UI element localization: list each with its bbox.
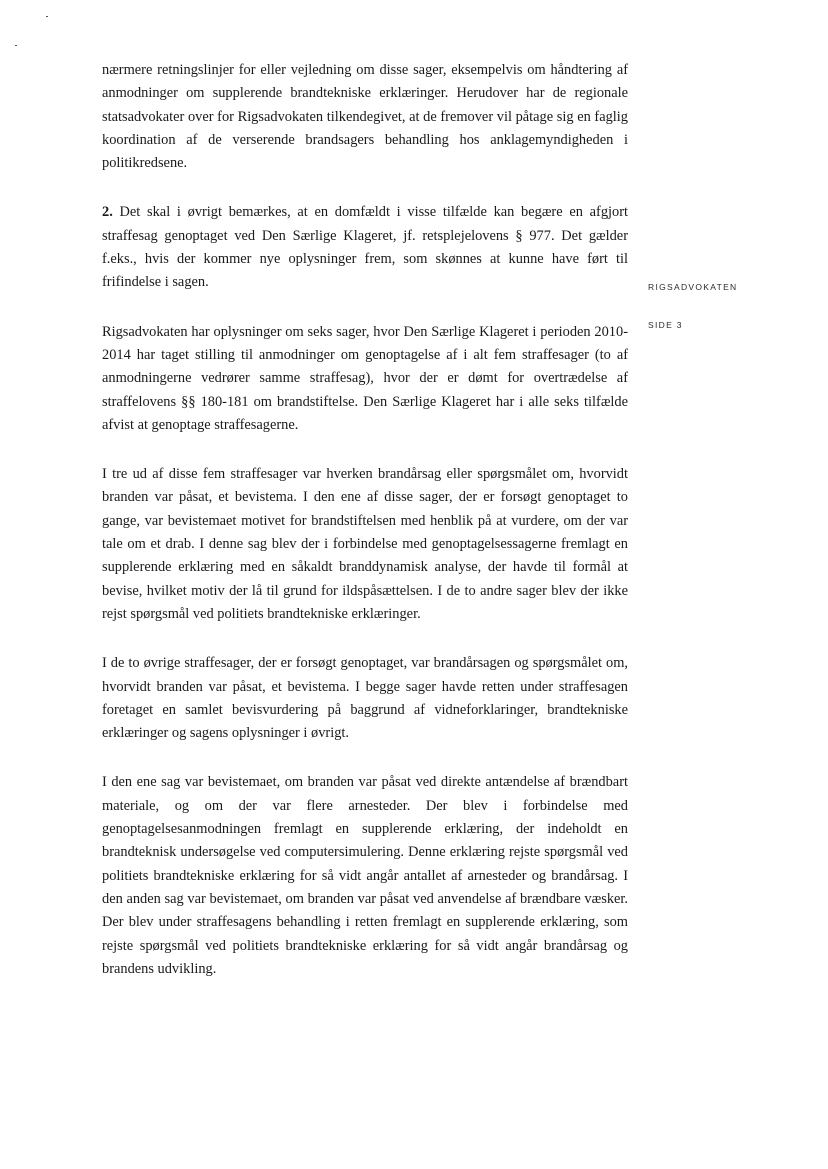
paragraph-6 [102,771,628,981]
paragraph-text: nærmere retningslinjer for eller vejledning om disse sager, eksempelvis om håndtering af anmodninger om supplerende brandtekniske erklæringer. Herudover har de regionale statsadvokater over for Rigsadvokaten tilkendegivet, at de fremover vil påtage sig en faglig koordination af de verserende brandsagers behandling hos anklagemyndigheden i politikredsene. [102,62,628,172]
page-number: SIDE 3 [648,320,683,330]
paragraph-text: Det skal i øvrigt bemærkes, at en domfældt i visse tilfælde kan begære en afgjort straffesag genoptaget ved Den Særlige Klageret, jf. retsplejelovens § 977. Det gælder f.eks., hvis der kommer nye oplysninger frem, som skønnes at kunne have ført til frifindelse i sagen. [102,204,628,291]
scan-speck [15,45,17,46]
paragraph-4 [102,463,628,626]
document-body [102,59,628,1007]
paragraph-text: I de to øvrige straffesager, der er forsøgt genoptaget, var brandårsagen og spørgsmålet om, hvorvidt branden var påsat, et bevistema. I begge sager havde retten under straffesagen foretaget en samlet bevisvurdering på baggrund af vidneforklaringer, brandtekniske erklæringer og sagens oplysninger i øvrigt. [102,655,628,742]
paragraph-text: I tre ud af disse fem straffesager var hverken brandårsag eller spørgsmålet om, hvorvidt branden var påsat, et bevistema. I den ene af disse sager, der er forsøgt genoptaget to gange, var bevistemaet motivet for brandstiftelsen med henblik på at vurdere, om der var tale om et drab. I denne sag blev der i forbindelse med genoptagelsessagerne fremlagt en supplerende erklæring med en såkaldt branddynamisk analyse, der havde til formål at bevise, hvilket motiv der lå til grund for ildspåsættelsen. I de to andre sager blev der ikke rejst spørgsmål ved politiets brandtekniske erklæringer. [102,466,628,622]
scan-speck [46,16,48,17]
paragraph-1 [102,59,628,175]
org-name: RIGSADVOKATEN [648,282,738,292]
paragraph-text: I den ene sag var bevistemaet, om branden var påsat ved direkte antændelse af brændbart materiale, og om der var flere arnesteder. Der blev i forbindelse med genoptagelsesanmodningen fremlagt en supplerende erklæring, der indeholdt en brandteknisk undersøgelse ved computersimulering. Denne erklæring rejste spørgsmål ved politiets brandtekniske erklæring for så vidt angår antallet af arnesteder og brandårsag. I den anden sag var bevistemaet, om branden var påsat ved anvendelse af brændbare væsker. Der blev under straffesagens behandling i retten fremlagt en supplerende erklæring, som rejste spørgsmål ved politiets brandtekniske erklæring for så vidt angår brandårsag og brandens udvikling. [102,774,628,977]
paragraph-3 [102,321,628,437]
paragraph-5 [102,652,628,745]
paragraph-2 [102,201,628,294]
paragraph-text: Rigsadvokaten har oplysninger om seks sager, hvor Den Særlige Klageret i perioden 2010-2014 har taget stilling til anmodninger om genoptagelse af i alt fem straffesager (to af anmodningerne vedrører samme straffesag), hvor der er dømt for overtrædelse af straffelovens §§ 180-181 om brandstiftelse. Den Særlige Klageret har i alle seks tilfælde afvist at genoptage straffesagerne. [102,323,628,433]
section-number: 2. [102,204,113,221]
